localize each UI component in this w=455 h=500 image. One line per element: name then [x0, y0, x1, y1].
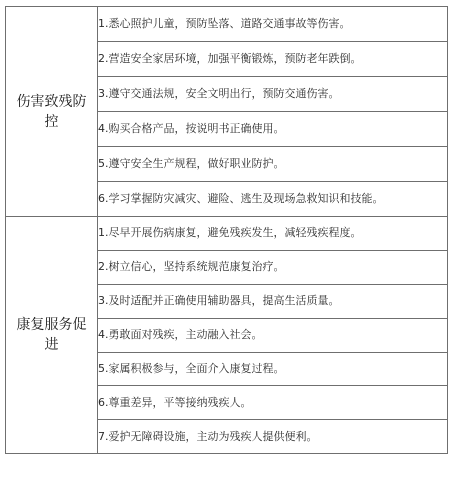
list-item: 6.尊重差异，平等接纳残疾人。 [98, 386, 448, 420]
list-item: 5.遵守安全生产规程，做好职业防护。 [98, 147, 448, 182]
section-title-cell [6, 7, 98, 217]
list-item: 3.遵守交通法规，安全文明出行，预防交通伤害。 [98, 77, 448, 112]
section-title: 伤害致残防控 [16, 93, 87, 130]
list-item: 5.家属积极参与，全面介入康复过程。 [98, 352, 448, 386]
list-item: 7.爱护无障碍设施，主动为残疾人提供便利。 [98, 420, 448, 454]
section-title-cell [6, 217, 98, 454]
list-item: 2.树立信心，坚持系统规范康复治疗。 [98, 250, 448, 284]
list-item: 3.及时适配并正确使用辅助器具，提高生活质量。 [98, 284, 448, 318]
list-item: 4.勇敢面对残疾，主动融入社会。 [98, 318, 448, 352]
list-item: 4.购买合格产品，按说明书正确使用。 [98, 112, 448, 147]
list-item: 2.营造安全家居环境，加强平衡锻炼，预防老年跌倒。 [98, 42, 448, 77]
list-item: 1.悉心照护儿童，预防坠落、道路交通事故等伤害。 [98, 7, 448, 42]
list-item: 6.学习掌握防灾减灾、避险、逃生及现场急救知识和技能。 [98, 182, 448, 217]
section-title: 康复服务促进 [16, 317, 87, 354]
table-row [6, 7, 448, 42]
table-row [6, 217, 448, 251]
guidance-table [5, 6, 448, 454]
section-injury-prevention [6, 7, 448, 217]
section-rehabilitation [6, 217, 448, 454]
list-item: 1.尽早开展伤病康复，避免残疾发生，减轻残疾程度。 [98, 217, 448, 251]
